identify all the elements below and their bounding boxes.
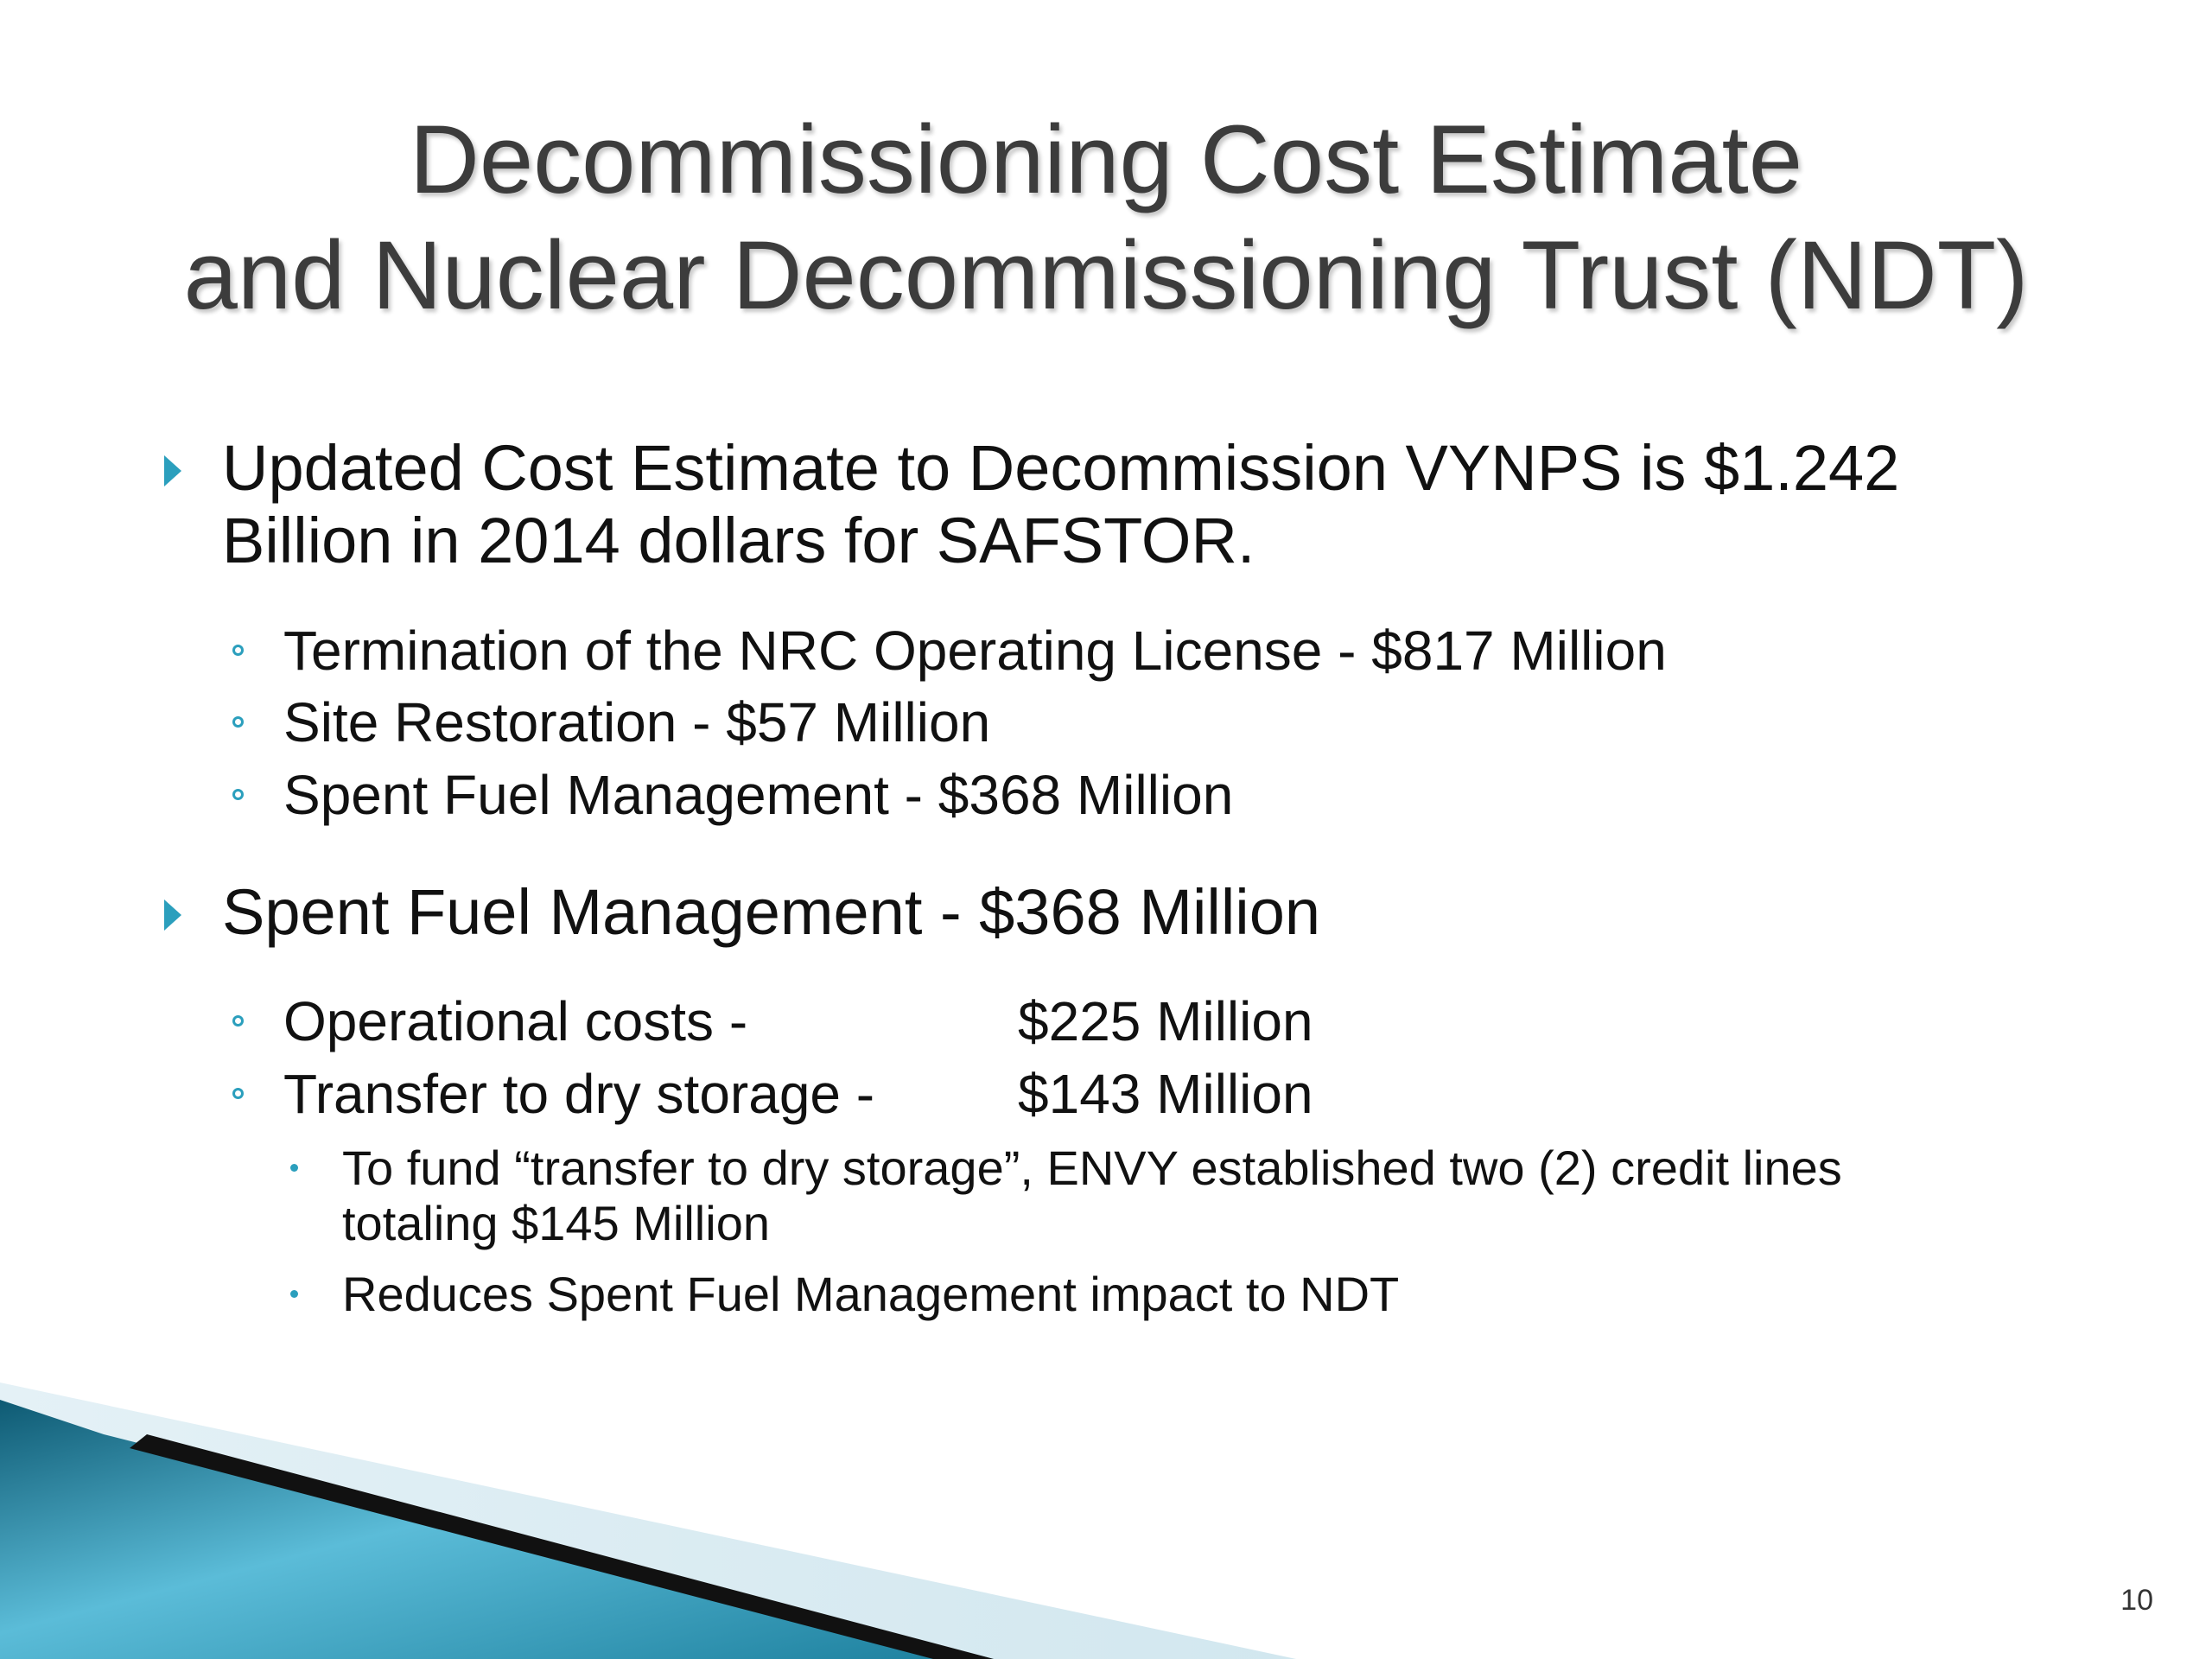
circle-bullet-icon [232, 1015, 244, 1027]
bullet-2-line-1: Spent Fuel Management - $368 Million [222, 876, 1321, 948]
slide-title-line-1: Decommissioning Cost Estimate [409, 105, 1803, 213]
bullet-2-subsub-1-line-2: totaling $145 Million [342, 1196, 770, 1250]
bullet-1-sub-3: Spent Fuel Management - $368 Million [283, 764, 1234, 826]
circle-bullet-icon [232, 645, 244, 656]
bullet-1-line-2: Billion in 2014 dollars for SAFSTOR. [222, 505, 1255, 576]
dot-bullet-icon [290, 1290, 298, 1298]
bullet-2-subsub-2-line-1: Reduces Spent Fuel Management impact to NDT [342, 1267, 1400, 1321]
bullet-2-sub-1-value: $225 Million [1018, 990, 1313, 1052]
triangle-bullet-icon [164, 899, 181, 931]
bullet-1-line-1: Updated Cost Estimate to Decommission VYNPS is $1.242 [222, 432, 1900, 504]
bullet-2-subsub-1-line-1: To fund “transfer to dry storage”, ENVY established two (2) credit lines [342, 1141, 1842, 1195]
circle-bullet-icon [232, 716, 244, 728]
bullet-1-sub-2: Site Restoration - $57 Million [283, 691, 991, 753]
circle-bullet-icon [232, 789, 244, 800]
slide-title [0, 102, 2212, 334]
bullet-1-sub-1: Termination of the NRC Operating License - $817 Million [283, 620, 1667, 682]
page-number: 10 [2120, 1584, 2153, 1617]
dot-bullet-icon [290, 1164, 298, 1172]
circle-bullet-icon [232, 1088, 244, 1099]
bullet-2-sub-2-value: $143 Million [1018, 1063, 1313, 1125]
decorative-swoosh [0, 1382, 2212, 1659]
slide-title-line-2: and Nuclear Decommissioning Trust (NDT) [183, 221, 2029, 329]
bullet-2-sub-2-label: Transfer to dry storage - [283, 1063, 875, 1125]
triangle-bullet-icon [164, 455, 181, 486]
bullet-2-sub-1-label: Operational costs - [283, 990, 748, 1052]
